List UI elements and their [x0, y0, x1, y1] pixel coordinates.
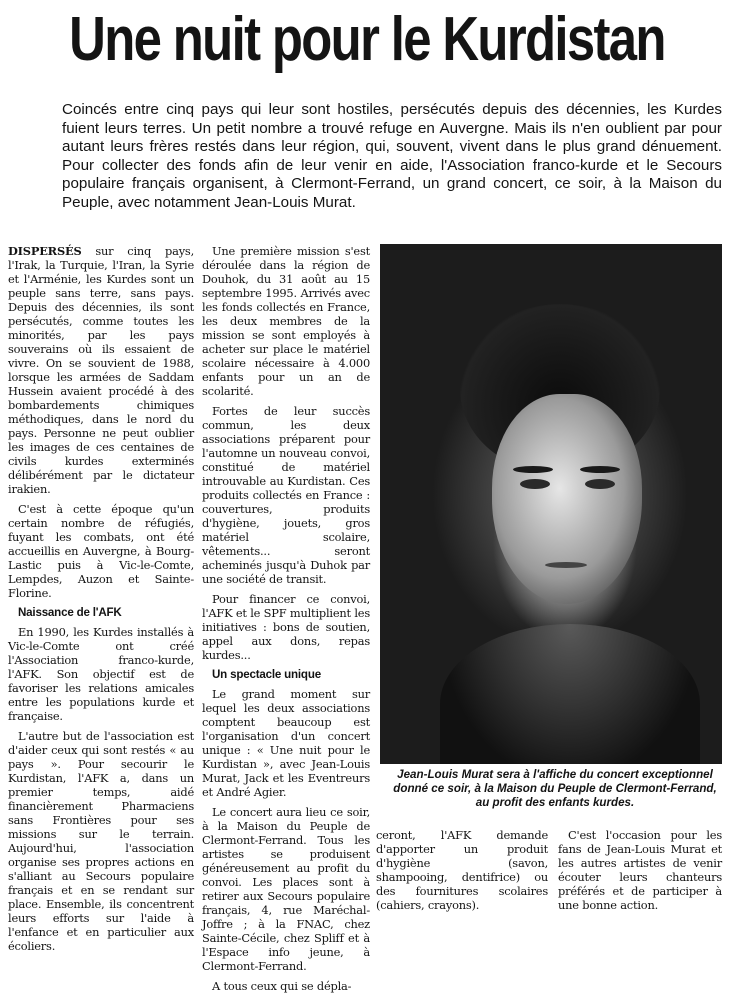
paragraph: C'est à cette époque qu'un certain nombre de réfugiés, fuyant les combats, ont été accueillis en Auvergne, à Bourg-Lastic puis à Vic-le-Comte, Lempdes, Auzon et Sainte-Florine. — [8, 502, 194, 600]
photo-eye — [585, 479, 615, 489]
article-column-4 — [558, 828, 722, 918]
article-column-1 — [8, 244, 194, 959]
photo-eye — [520, 479, 550, 489]
article-column-2 — [202, 244, 370, 999]
paragraph-text: sur cinq pays, l'Irak, la Turquie, l'Iran, la Syrie et l'Arménie, les Kurdes sont un peuple sans terre, sans pays. Depuis des décennies, ils sont persécutés, comme toutes les minorités, par les pays souverains où ils essaient de vivre. On se souvient de 1988, lorsque les armées de Saddam Hussein avaient procédé à des bombardements chimiques méthodiques, dans le nord du pays. Personne ne peut oublier les images de ces centaines de civils kurdes exterminés délibérément par le dictateur irakien. — [8, 244, 194, 496]
lead-word: DISPERSÉS — [8, 244, 82, 258]
photo-face — [492, 394, 642, 604]
paragraph: Fortes de leur succès commun, les deux associations préparent pour l'automne un nouveau convoi, constitué de matériel introuvable au Kurdistan. Ces produits collectés en France : couvertures, produits d'hygiène, jouets, gros matériel scolaire, vêtements... seront acheminés jusqu'à Duhok par une société de transit. — [202, 404, 370, 586]
subheading-naissance: Naissance de l'AFK — [18, 606, 122, 619]
subheading-spectacle: Un spectacle unique — [212, 668, 321, 681]
headline: Une nuit pour le Kurdistan — [69, 5, 665, 74]
paragraph — [8, 244, 194, 496]
portrait-photo — [380, 244, 722, 764]
paragraph: Le concert aura lieu ce soir, à la Maison du Peuple de Clermont-Ferrand. Tous les artistes se produisent généreusement au profit du convoi. Les places sont à retirer aux Secours populaire français, 4, rue Maréchal-Joffre ; à la FNAC, chez Sainte-Cécile, chez Spliff et à l'Espace info jeune, à Clermont-Ferrand. — [202, 805, 370, 973]
paragraph: Une première mission s'est déroulée dans la région de Douhok, du 31 août au 15 septembre 1995. Arrivés avec les fonds collectés en France, les deux membres de la mission se sont employés à acheter sur place le matériel scolaire nécessaire à 4.000 enfants pour un an de scolarité. — [202, 244, 370, 398]
article-column-3 — [376, 828, 548, 918]
photo-caption: Jean-Louis Murat sera à l'affiche du concert exceptionnel donné ce soir, à la Maison du Peuple de Clermont-Ferrand, au profit des enfants kurdes. — [393, 768, 717, 809]
photo-brow — [580, 466, 620, 473]
paragraph: En 1990, les Kurdes installés à Vic-le-Comte ont créé l'Association franco-kurde, l'AFK. Son objectif est de favoriser les relations amicales entre les populations kurde et française. — [8, 625, 194, 723]
photo-collar — [440, 624, 700, 764]
photo-mouth — [545, 562, 587, 568]
paragraph: ceront, l'AFK demande d'apporter un produit d'hygiène (savon, shampooing, dentifrice) ou des fournitures scolaires (cahiers, crayons). — [376, 828, 548, 912]
paragraph: A tous ceux qui se dépla- — [212, 979, 352, 993]
photo-brow — [513, 466, 553, 473]
chapeau-intro: Coincés entre cinq pays qui leur sont hostiles, persécutés depuis des décennies, les Kurdes fuient leurs terres. Un petit nombre a trouvé refuge en Auvergne. Mais ils n'en oublient par pour autant leurs frères restés dans leur région, qui, souvent, vivent dans le plus grand dénuement. Pour collecter des fonds afin de leur venir en aide, l'Association franco-kurde et le Secours populaire français organisent, à Clermont-Ferrand, un grand concert, ce soir, à la Maison du Peuple, avec notamment Jean-Louis Murat. — [62, 101, 722, 211]
paragraph: Le grand moment sur lequel les deux associations comptent beaucoup est l'organisation d'un concert unique : « Une nuit pour le Kurdistan », avec Jean-Louis Murat, Jack et les Eventreurs et André Agier. — [202, 687, 370, 799]
paragraph: L'autre but de l'association est d'aider ceux qui sont restés « au pays ». Pour secourir le Kurdistan, l'AFK a, dans un premier temps, aidé financièrement Pharmaciens sans Frontières pour ses missions sur le terrain. Aujourd'hui, l'association organise ses propres actions en s'alliant au Secours populaire français et en se rendant sur place. Ensemble, ils concentrent leurs efforts sur l'aide à l'enfance et en particulier aux écoliers. — [8, 729, 194, 953]
paragraph: C'est l'occasion pour les fans de Jean-Louis Murat et les autres artistes de venir écouter leurs chanteurs préférés et de participer à une bonne action. — [558, 828, 722, 912]
paragraph: Pour financer ce convoi, l'AFK et le SPF multiplient les initiatives : bons de soutien, appel aux dons, repas kurdes... — [202, 592, 370, 662]
